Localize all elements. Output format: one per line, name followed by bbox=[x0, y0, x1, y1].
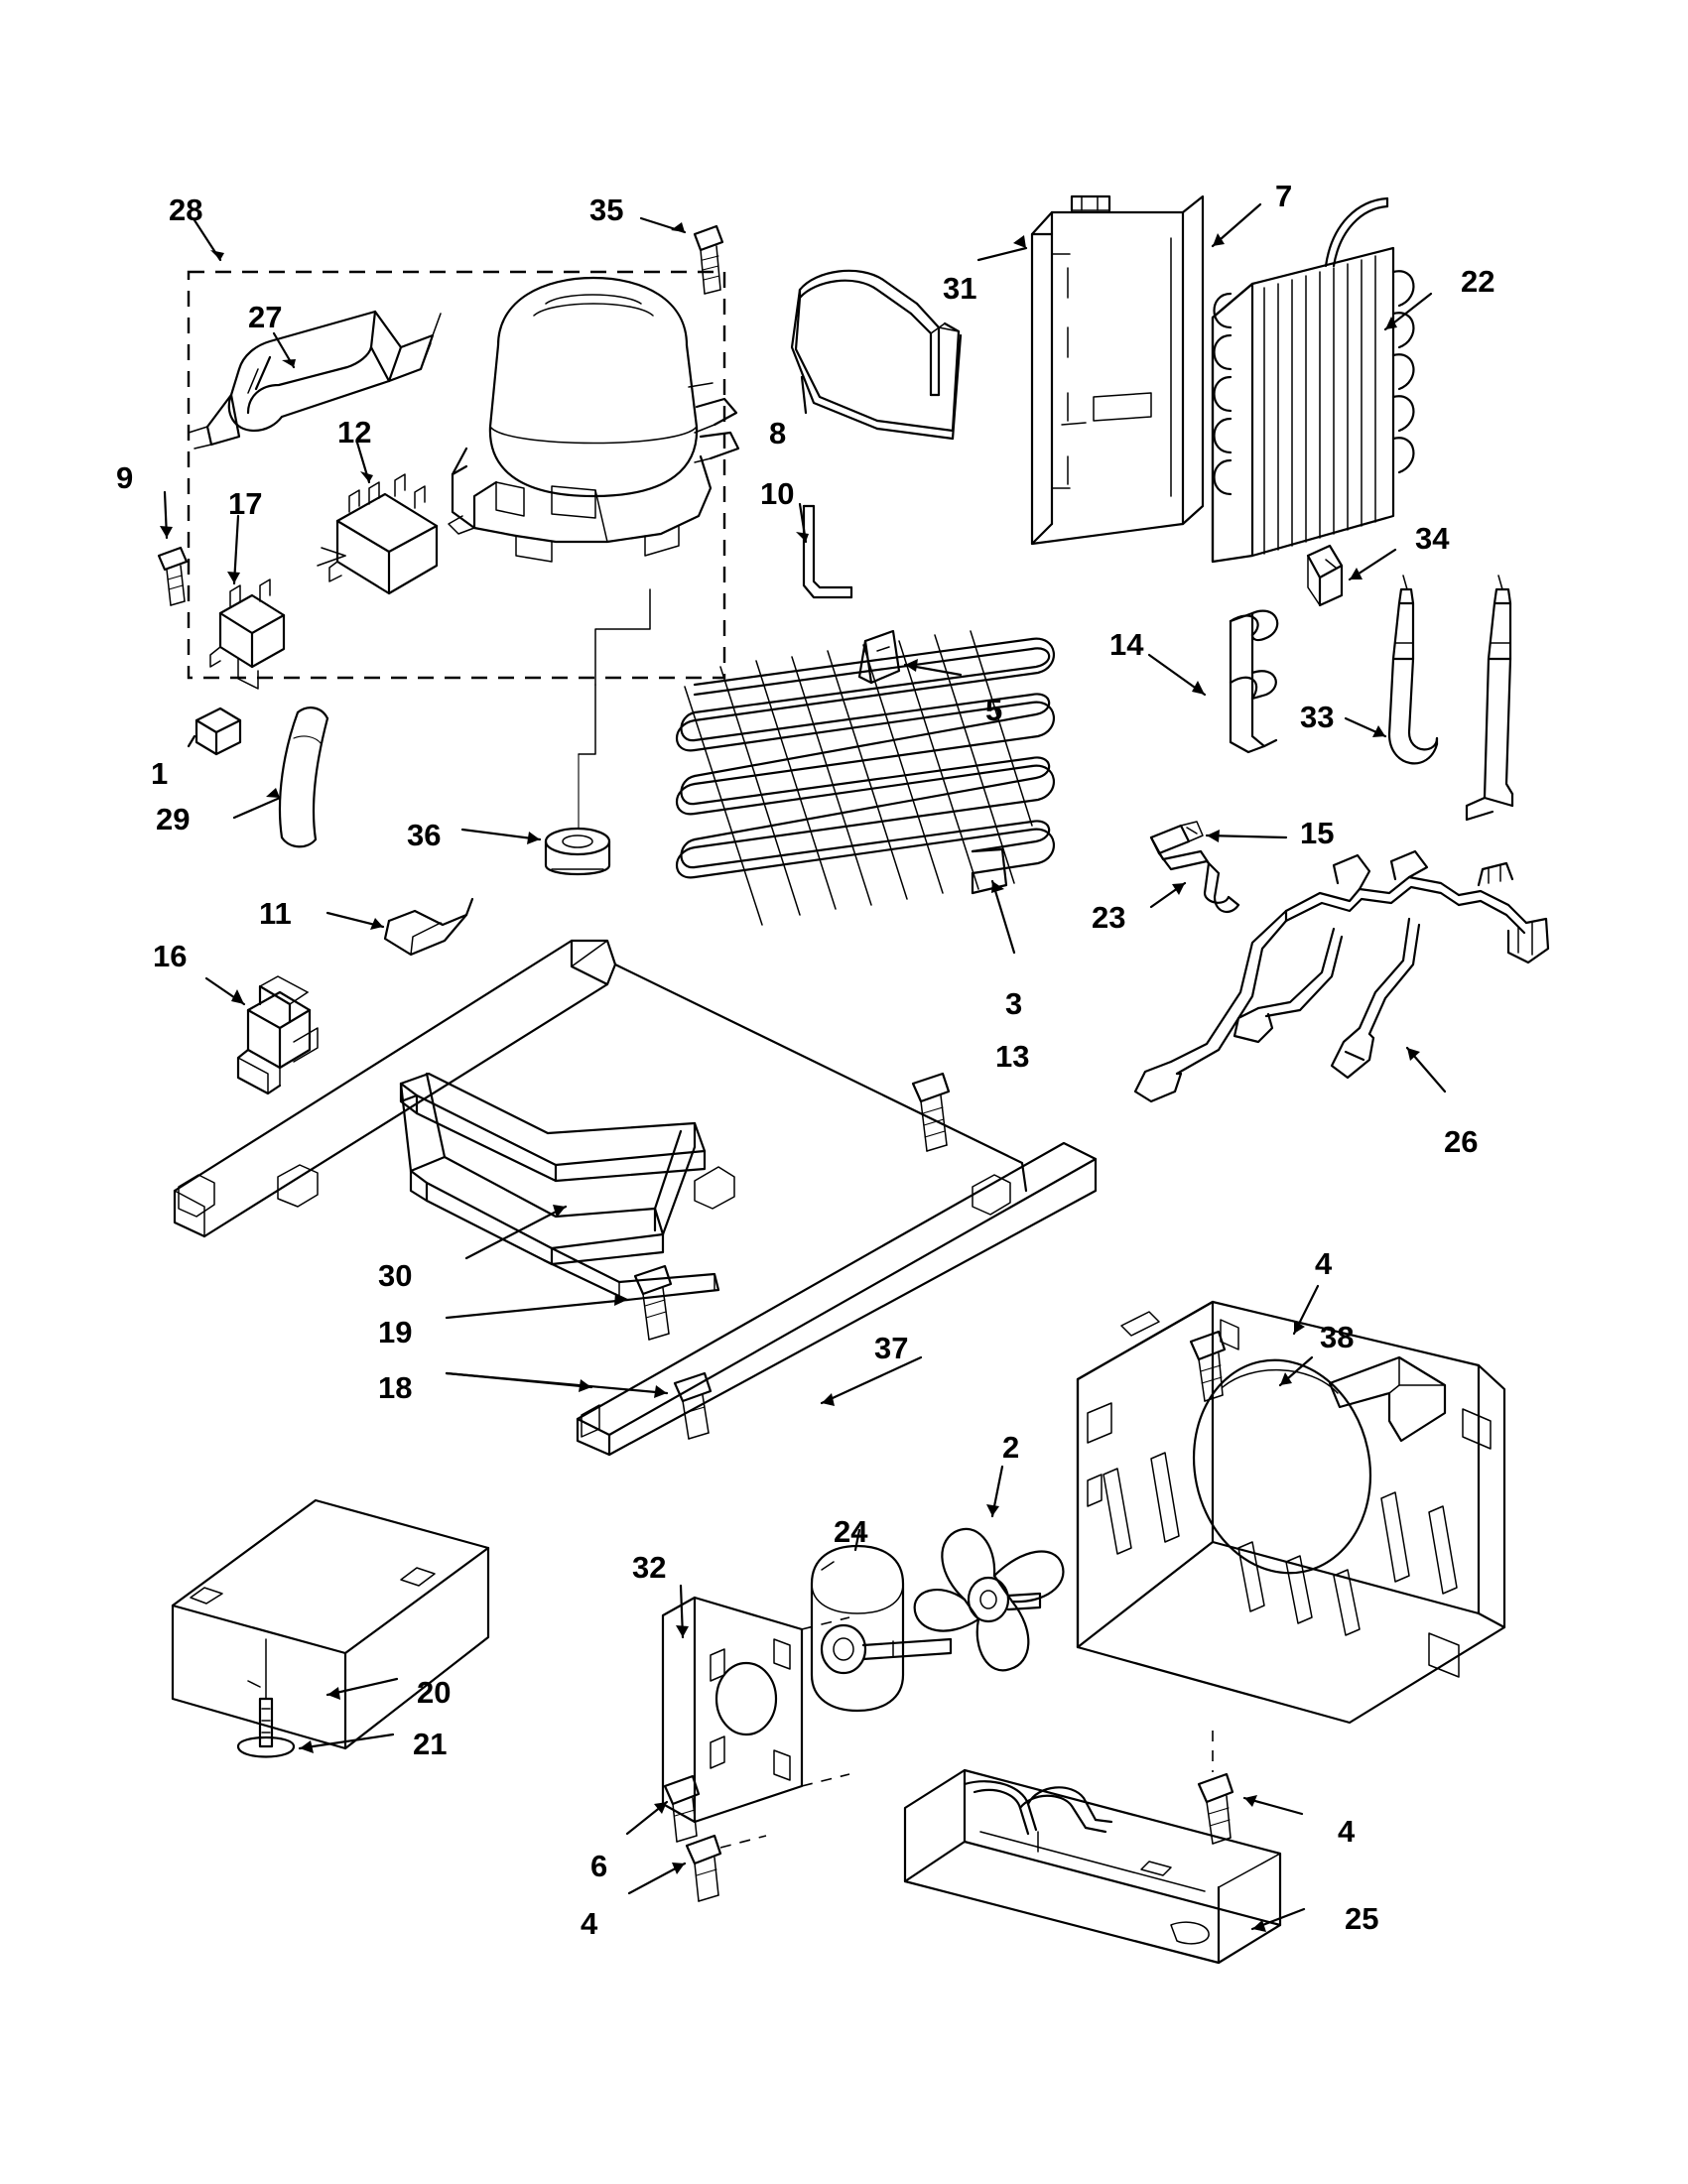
callout-9: 9 bbox=[116, 460, 134, 495]
callout-16: 16 bbox=[153, 939, 188, 973]
callout-17: 17 bbox=[228, 486, 263, 521]
callout-20: 20 bbox=[417, 1675, 452, 1710]
callout-19: 19 bbox=[378, 1315, 413, 1349]
callout-25: 25 bbox=[1345, 1901, 1379, 1936]
callout-8: 8 bbox=[769, 416, 787, 450]
callout-32: 32 bbox=[632, 1550, 667, 1585]
callout-1: 1 bbox=[151, 756, 169, 791]
callout-21: 21 bbox=[413, 1727, 448, 1761]
callout-36: 36 bbox=[407, 818, 442, 852]
callout-26: 26 bbox=[1444, 1124, 1479, 1159]
callout-35: 35 bbox=[589, 193, 624, 227]
callout-27: 27 bbox=[248, 300, 283, 334]
callout-38: 38 bbox=[1320, 1320, 1355, 1354]
callout-31: 31 bbox=[943, 271, 977, 306]
callout-18: 18 bbox=[378, 1370, 413, 1405]
callout-34: 34 bbox=[1415, 521, 1450, 556]
callout-14: 14 bbox=[1109, 627, 1144, 662]
callout-2: 2 bbox=[1002, 1430, 1020, 1465]
callout-33: 33 bbox=[1300, 700, 1335, 734]
callout-4-bottom: 4 bbox=[581, 1906, 598, 1941]
callout-4-right: 4 bbox=[1338, 1814, 1356, 1849]
callout-6: 6 bbox=[590, 1849, 608, 1883]
callout-10: 10 bbox=[760, 476, 795, 511]
callout-11: 11 bbox=[259, 896, 292, 931]
callout-37: 37 bbox=[874, 1331, 909, 1365]
callout-4-top-right: 4 bbox=[1315, 1246, 1333, 1281]
callout-12: 12 bbox=[337, 415, 372, 450]
callout-13: 13 bbox=[995, 1039, 1030, 1074]
callout-23: 23 bbox=[1092, 900, 1126, 935]
callout-24: 24 bbox=[834, 1514, 868, 1549]
callout-28: 28 bbox=[169, 193, 203, 227]
callout-5: 5 bbox=[985, 693, 1003, 727]
callout-22: 22 bbox=[1461, 264, 1495, 299]
callout-15: 15 bbox=[1300, 816, 1335, 850]
callout-7: 7 bbox=[1275, 179, 1293, 213]
callout-3: 3 bbox=[1005, 986, 1023, 1021]
callout-30: 30 bbox=[378, 1258, 413, 1293]
callout-29: 29 bbox=[156, 802, 191, 836]
